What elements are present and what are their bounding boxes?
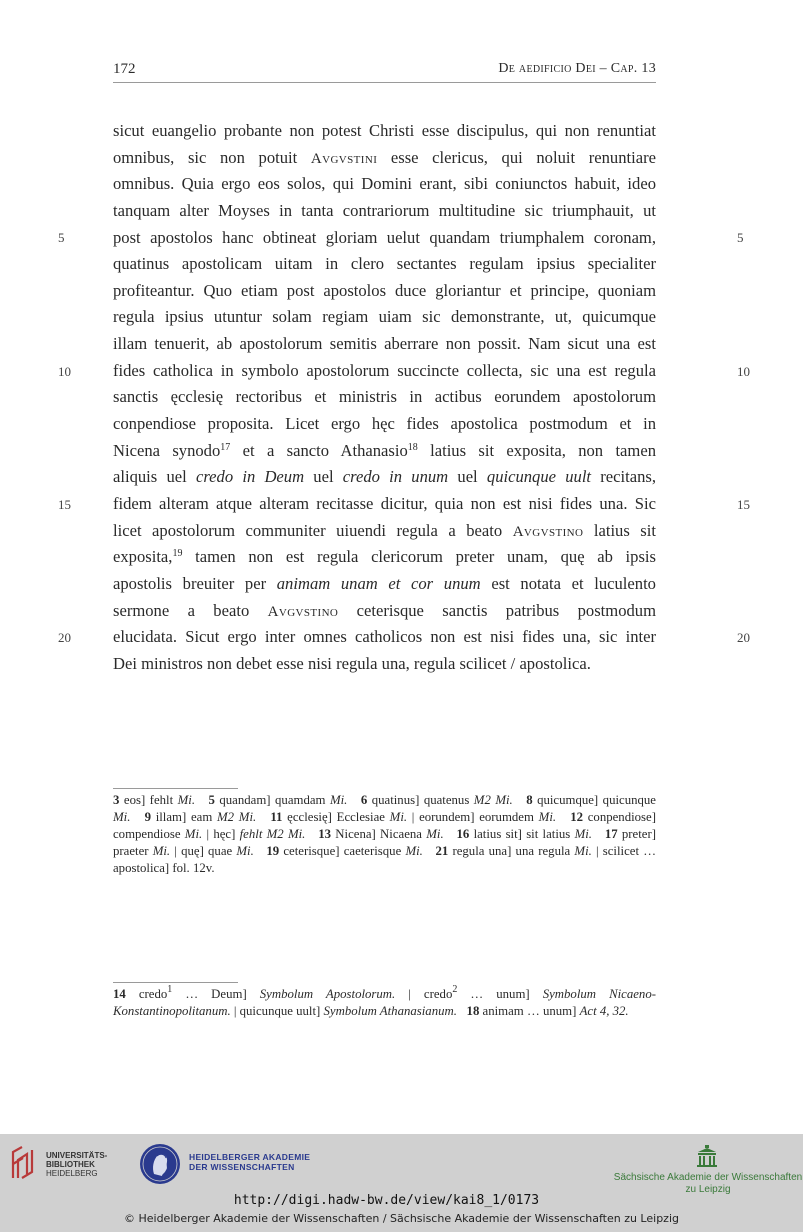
ub-line: HEIDELBERG — [46, 1169, 98, 1178]
text-line-10: fides catholica in symbolo apostolorum succincte collecta, sic una est regula — [113, 360, 656, 380]
text-span: uel — [457, 467, 478, 487]
superscript: 1 — [167, 984, 173, 995]
text-span: et a sancto Athanasio — [230, 440, 408, 460]
text-line-1: sicut euangelio probante non potest Christi esse discipulus, qui non renuntiat — [113, 121, 656, 140]
siglum: Mi. — [574, 844, 592, 858]
line-ref: 8 — [526, 793, 533, 807]
line-number-5-right: 5 — [737, 230, 744, 245]
variant: ceterisque] caeterisque — [279, 844, 406, 858]
variant: | hęc] — [202, 827, 240, 841]
university-library-name — [46, 1151, 107, 1178]
text-line-20: elucidata. Sicut ergo inter omnes catholicos non est nisi fides una, sic inter — [113, 627, 656, 647]
line-ref: 13 — [318, 827, 332, 841]
lemma: … Deum] — [172, 987, 260, 1001]
text-line-16 — [113, 518, 656, 545]
variant: ęcclesię] Ecclesiae — [282, 810, 390, 824]
superscript: 2 — [452, 984, 458, 995]
quotation: credo in unum — [342, 467, 449, 487]
variant: illam] eam — [150, 810, 218, 824]
text-span: licet apostolorum communiter uiuendi regula a beato — [113, 520, 503, 540]
text-span: omnibus, sic non potuit — [113, 147, 298, 167]
text-line-2 — [113, 145, 656, 172]
author-name: Avgvstini — [310, 150, 378, 167]
saw-line: Sächsische Akademie der Wissenschaften — [613, 1172, 803, 1183]
siglum: Mi. — [152, 844, 171, 858]
line-number-20-left: 20 — [58, 630, 71, 645]
variant: latius sit] sit latius — [469, 827, 575, 841]
text-span: est notata et luculento — [491, 573, 656, 593]
siglum: M2 Mi. — [473, 793, 513, 807]
text-line-3: omnibus. Quia ergo eos solos, qui Domini erant, sibi coniunctos habuit, ideo — [113, 174, 656, 194]
saw-line: zu Leipzig — [685, 1184, 731, 1195]
siglum: Mi. — [389, 810, 408, 824]
text-span: apostolis breuiter per — [113, 573, 267, 593]
text-line-8: regula ipsius utuntur solam regiam uiam sic demonstrante, ut, quicumque — [113, 307, 656, 327]
text-line-12: conpendiose proposita. Licet ergo hęc fides apostolica postmodum et in — [113, 414, 656, 434]
line-ref: 19 — [266, 844, 280, 858]
siglum: Mi. — [177, 793, 196, 807]
text-line-9: illam tenuerit, ab apostolorum semitis aberrare non possit. Nam sicut una est — [113, 334, 656, 354]
line-ref: 12 — [570, 810, 584, 824]
running-head: De aedificio Dei – Cap. 13 — [498, 61, 656, 76]
page-number: 172 — [113, 61, 136, 77]
quotation: animam unam et cor unum — [276, 573, 481, 593]
text-span: uel — [313, 467, 334, 487]
lemma: | credo — [395, 987, 453, 1001]
text-line-13 — [113, 438, 656, 465]
source: Symbolum Athanasianum. — [323, 1004, 457, 1018]
lemma: credo — [125, 987, 168, 1001]
variant: regula una] una regula — [448, 844, 575, 858]
line-number-10-right: 10 — [737, 364, 750, 379]
line-ref: 11 — [270, 810, 283, 824]
text-span: ceterisque sanctis patribus postmodum — [356, 600, 656, 620]
text-span: exposita, — [113, 547, 173, 567]
lemma: … unum] — [457, 987, 543, 1001]
variant: | quę] quae — [170, 844, 237, 858]
text-span: Nicena synodo — [113, 440, 221, 460]
siglum: Mi. — [329, 793, 348, 807]
footnote-ref-19[interactable]: 19 — [172, 548, 183, 560]
line-number-20-right: 20 — [737, 630, 750, 645]
source: Symbolum Apostolorum. — [259, 987, 396, 1001]
line-ref: 21 — [435, 844, 449, 858]
text-line-6: quatinus apostolicam uitam in clero sectantes regulam ipsius specialiter — [113, 254, 656, 274]
source: Symbolum Nicaeno-Konstantinopolitanum. — [113, 987, 656, 1018]
text-line-17 — [113, 544, 656, 571]
siglum: fehlt M2 Mi. — [239, 827, 306, 841]
variant: quatinus] quatenus — [367, 793, 474, 807]
line-ref: 5 — [208, 793, 215, 807]
text-span: esse clericus, qui noluit renuntiare — [390, 147, 656, 167]
line-number-10-left: 10 — [58, 364, 71, 379]
line-ref: 6 — [360, 793, 368, 807]
line-number-15-left: 15 — [58, 497, 71, 512]
line-ref: 3 — [113, 793, 120, 807]
siglum: Mi. — [405, 844, 423, 858]
line-ref: 16 — [456, 827, 470, 841]
line-ref: 14 — [113, 987, 126, 1001]
footnote-ref-18[interactable]: 18 — [407, 441, 418, 453]
variant: quicumque] quicunque — [532, 793, 656, 807]
variant: | eorundem] eorumdem — [407, 810, 539, 824]
copyright-notice: © Heidelberger Akademie der Wissenschaften / Sächsische Akademie der Wissenschaften zu Leipzig — [123, 1212, 679, 1225]
text-line-4: tanquam alter Moyses in tanta contrariorum multitudine sic triumphauit, ut — [113, 200, 656, 220]
variant: conpendiose] compendiose — [113, 810, 656, 841]
line-number-5-left: 5 — [58, 230, 65, 245]
line-number-15-right: 15 — [737, 497, 750, 512]
ub-line: BIBLIOTHEK — [46, 1160, 95, 1169]
header-rule — [113, 82, 656, 83]
permalink-url[interactable]: http://digi.hadw-bw.de/view/kai8_1/0173 — [233, 1193, 540, 1208]
author-name: Avgvstino — [512, 523, 584, 540]
text-line-18 — [113, 571, 656, 598]
text-span: recitans, — [600, 467, 657, 487]
critical-apparatus — [113, 792, 656, 877]
footnote-ref-17[interactable]: 17 — [220, 441, 231, 453]
ub-line: UNIVERSITÄTS- — [46, 1151, 108, 1160]
text-span: aliquis uel — [113, 467, 187, 487]
academy-heidelberg-name — [189, 1152, 310, 1172]
line-ref: 9 — [144, 810, 151, 824]
university-library-logo-icon — [10, 1144, 42, 1180]
line-ref: 17 — [604, 827, 618, 841]
siglum: M2 Mi. — [217, 810, 257, 824]
text-span: latius sit exposita, non tamen — [417, 440, 656, 460]
text-span: tamen non est regula clericorum preter unam, quę ab ipsis — [182, 547, 656, 567]
text-line-7: profiteantur. Quo etiam post apostolos duce gloriantur et principe, quoniam — [113, 280, 656, 300]
variant: preter] praeter — [113, 827, 656, 858]
text-line-5: post apostolos hanc obtineat gloriam uelut quandam triumphalem coronam, — [113, 227, 656, 247]
hadw-line: DER WISSENSCHAFTEN — [189, 1162, 295, 1172]
quotation: quicunque uult — [486, 467, 592, 487]
variant: eos] fehlt — [119, 793, 178, 807]
variant: Nicena] Nicaena — [331, 827, 427, 841]
text-span: sermone a beato — [113, 600, 250, 620]
hadw-line: HEIDELBERGER AKADEMIE — [189, 1152, 311, 1162]
source: Act 4, 32. — [579, 1004, 629, 1018]
author-name: Avgvstino — [267, 603, 339, 620]
siglum: Mi. — [113, 810, 131, 824]
text-line-21: Dei ministros non debet esse nisi regula una, regula scilicet / apostolica. — [113, 653, 591, 673]
text-line-15: fidem alteram atque alteram recitasse dicitur, quia non est nisi fides una. Sic — [113, 493, 656, 513]
saxon-academy-building-icon — [696, 1144, 718, 1168]
lemma: animam … unum] — [479, 1004, 580, 1018]
main-text — [113, 118, 656, 677]
siglum: Mi. — [574, 827, 592, 841]
text-span: latius sit — [593, 520, 656, 540]
source-apparatus — [113, 986, 656, 1020]
siglum: Mi. — [184, 827, 203, 841]
text-line-19 — [113, 598, 656, 625]
lemma: | quicunque uult] — [230, 1004, 324, 1018]
apparatus-rule — [113, 788, 238, 789]
text-line-11: sanctis ęcclesię rectoribus et ministris in actibus eorundem apostolorum — [113, 387, 656, 407]
variant: quandam] quamdam — [214, 793, 330, 807]
line-ref: 18 — [466, 1004, 480, 1018]
variant: | scilicet … apostolica] fol. 12v. — [113, 844, 657, 875]
quotation: credo in Deum — [195, 467, 305, 487]
siglum: Mi. — [236, 844, 254, 858]
academy-seal-icon — [138, 1142, 182, 1186]
text-line-14 — [113, 464, 656, 491]
siglum: Mi. — [538, 810, 557, 824]
sources-rule — [113, 982, 238, 983]
siglum: Mi. — [426, 827, 444, 841]
